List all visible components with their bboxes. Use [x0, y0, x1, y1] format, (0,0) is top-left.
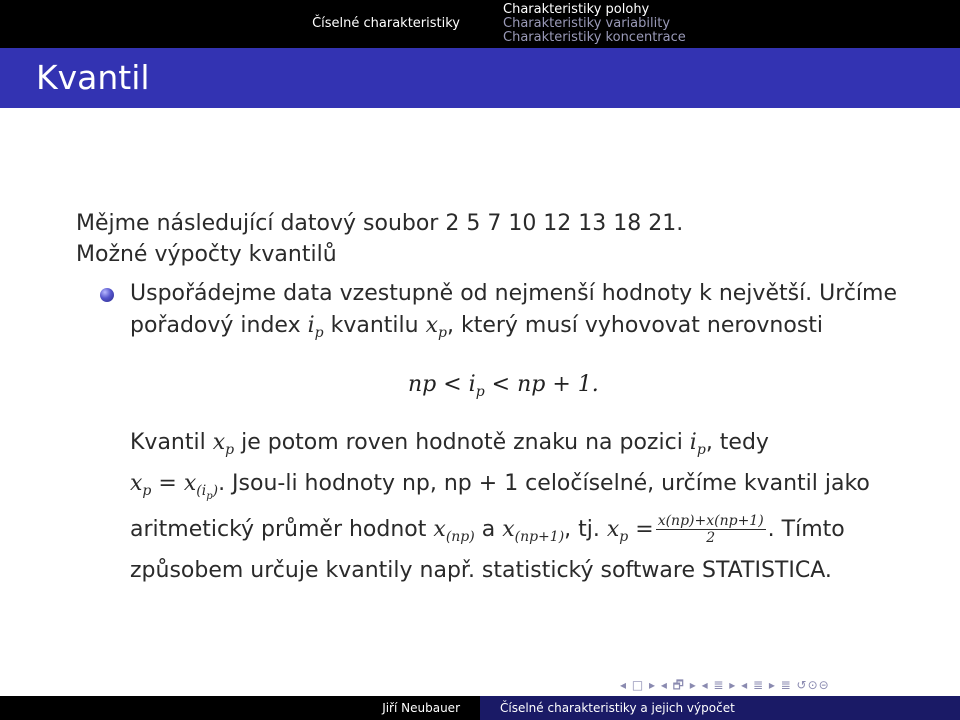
math-xp-eq: $x_p = x_{(i_p)}$ [130, 471, 219, 502]
nav-section-link[interactable]: Číselné charakteristiky [312, 16, 460, 31]
fraction-denominator: 2 [706, 530, 716, 547]
footer-author-bar [0, 696, 480, 720]
item-line-1: Uspořádejme data vzestupně od nejmenší hodnoty k největší. Určíme [130, 281, 898, 306]
math-xnp1: $x_{(np+1)}$ [502, 516, 565, 545]
frame-title: Kvantil [36, 58, 150, 97]
item-line-2 [130, 310, 900, 349]
para-line-4: způsobem určuje kvantily např. statistický software STATISTICA. [130, 557, 832, 583]
math-xp: $x_p$ [425, 313, 447, 341]
para-line-3b: a [474, 516, 503, 542]
beamer-navigation-icons[interactable]: ◂ □ ▸ ◂ 🗗 ▸ ◂ ≣ ▸ ◂ ≣ ▸ ≣ ↺⊙⊝ [620, 678, 830, 692]
item-line-2b: kvantilu [323, 313, 426, 338]
math-xp-3: $x_p$ = [606, 516, 654, 545]
para-line-3c: , tj. [564, 516, 607, 542]
fraction [656, 513, 766, 546]
math-xnp: $x_{(np)}$ [433, 516, 475, 545]
footer-author: Jiří Neubauer [382, 701, 460, 715]
math-xp-2: $x_p$ [212, 430, 235, 458]
para-line-1c: , tedy [705, 430, 769, 455]
explanation-paragraph [130, 426, 900, 587]
para-line-1a: Kvantil [130, 430, 213, 455]
formula-part-b: < np + 1. [484, 372, 599, 397]
inequality-formula: np < $i_p$ < np + 1. [408, 372, 599, 400]
item-line-2a: pořadový index [130, 313, 308, 338]
nav-subsection-variability[interactable]: Charakteristiky variability [503, 16, 671, 31]
intro-text: Mějme následující datový soubor 2 5 7 10 12 13 18 21. [76, 211, 684, 236]
nav-subsection-koncentrace[interactable]: Charakteristiky koncentrace [503, 30, 686, 45]
fraction-numerator: x(np)+x(np+1) [657, 513, 764, 530]
para-line-2 [130, 467, 900, 513]
footer-title-bar [480, 696, 960, 720]
item-line-2c: , který musí vyhovovat nerovnosti [446, 313, 824, 338]
para-line-3a: aritmetický průměr hodnot [130, 516, 434, 542]
para-line-2-text: . Jsou-li hodnoty np, np + 1 celočíselné, určíme kvantil jako [218, 471, 870, 496]
math-ip-2: $i_p$ [689, 430, 706, 458]
section-subtitle: Možné výpočty kvantilů [76, 242, 337, 267]
nav-subsection-polohy[interactable]: Charakteristiky polohy [503, 2, 650, 17]
formula-part-a: np < i [408, 372, 476, 397]
nav-subsection-list [503, 3, 686, 45]
bullet-icon [100, 288, 114, 302]
frame-title-bar [0, 48, 960, 108]
para-line-1b: je potom roven hodnotě znaku na pozici [234, 430, 690, 455]
para-line-3 [130, 513, 900, 554]
list-item-text [130, 278, 900, 349]
para-line-3d: . Tímto [767, 516, 845, 542]
top-navigation-bar [0, 0, 960, 48]
para-line-1 [130, 426, 900, 467]
math-ip: $i_p$ [307, 313, 324, 341]
footer-talk-title: Číselné charakteristiky a jejich výpočet [500, 701, 735, 715]
